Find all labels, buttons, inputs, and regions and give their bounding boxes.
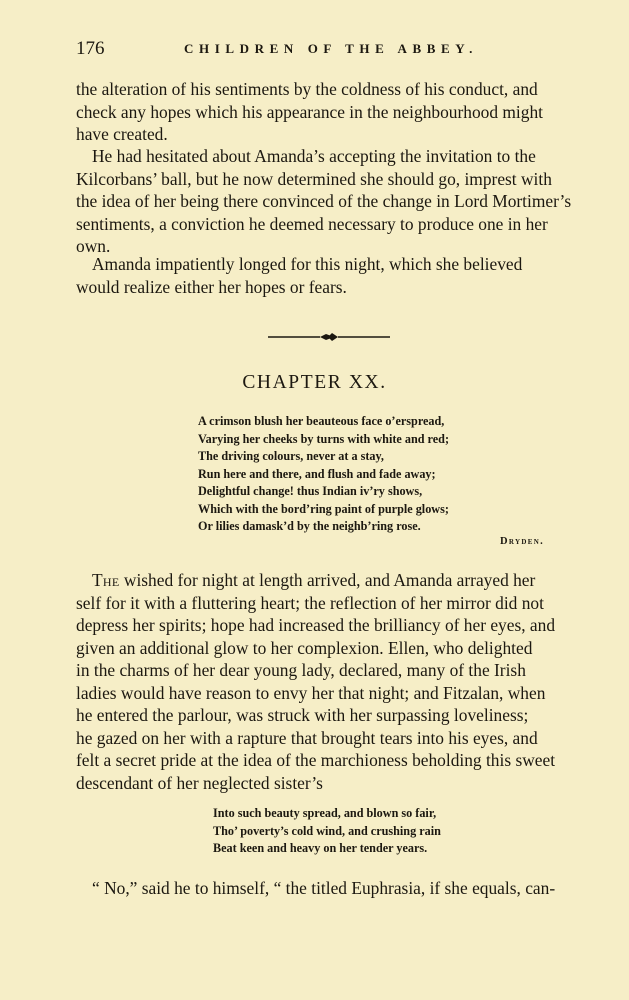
running-title: CHILDREN OF THE ABBEY.: [184, 41, 478, 56]
verse-line: Beat keen and heavy on her tender years.: [213, 841, 428, 855]
text-line-rest: wished for night at length arrived, and Amanda arrayed her: [123, 570, 536, 590]
paragraph-3: [76, 253, 584, 298]
epigraph: [198, 413, 449, 536]
verse-line: A crimson blush her beauteous face o’erspread,: [198, 414, 445, 428]
text-line: the alteration of his sentiments by the coldness of his conduct, and: [76, 79, 538, 99]
text-line: own.: [76, 236, 111, 256]
text-line: [76, 569, 584, 592]
text-line: the idea of her being there convinced of the change in Lord Mortimer’s: [76, 191, 572, 211]
ornamental-divider: [268, 332, 390, 342]
verse-line: Into such beauty spread, and blown so fair,: [213, 806, 437, 820]
chapter-opening-paragraph: [76, 569, 584, 794]
inline-verse: [213, 805, 441, 858]
page-number: 176: [76, 38, 105, 59]
verse-line: Varying her cheeks by turns with white and red;: [198, 431, 449, 446]
text-line: sentiments, a conviction he deemed necessary to produce one in her: [76, 213, 548, 234]
verse-line: Run here and there, and flush and fade away;: [198, 466, 436, 481]
closing-paragraph: [76, 877, 584, 900]
text-line: in the charms of her dear young lady, declared, many of the Irish: [76, 660, 526, 680]
text-line: given an additional glow to her complexion. Ellen, who delighted: [76, 637, 533, 658]
text-line: descendant of her neglected sister’s: [76, 772, 323, 793]
text-line: felt a secret pride at the idea of the marchioness beholding this sweet: [76, 750, 556, 770]
text-line: he entered the parlour, was struck with her surpassing loveliness;: [76, 705, 529, 725]
page-header: [76, 38, 556, 62]
text-line: self for it with a fluttering heart; the reflection of her mirror did not: [76, 592, 544, 613]
text-line: he gazed on her with a rapture that brought tears into his eyes, and: [76, 727, 538, 748]
text-line: Kilcorbans’ ball, but he now determined she should go, imprest with: [76, 168, 552, 189]
chapter-title: CHAPTER XX.: [242, 372, 387, 393]
verse-line: The driving colours, never at a stay,: [198, 449, 384, 463]
text-line: check any hopes which his appearance in the neighbourhood might: [76, 101, 543, 122]
text-line: “ No,” said he to himself, “ the titled Euphrasia, if she equals, can-: [92, 878, 556, 898]
verse-line: Tho’ poverty’s cold wind, and crushing rain: [213, 823, 441, 838]
epigraph-attribution: Dryden.: [500, 536, 544, 547]
text-line: ladies would have reason to envy her that night; and Fitzalan, when: [76, 682, 546, 703]
text-line: would realize either her hopes or fears.: [76, 276, 347, 297]
text-line: He had hesitated about Amanda’s accepting the invitation to the: [92, 146, 536, 166]
text-line: have created.: [76, 124, 168, 144]
paragraph-1: [76, 78, 584, 146]
text-line: Amanda impatiently longed for this night, which she believed: [92, 254, 523, 274]
verse-line: Which with the bord’ring paint of purple glows;: [198, 501, 449, 516]
lead-word: The: [92, 570, 120, 590]
text-line: depress her spirits; hope had increased the brilliancy of her eyes, and: [76, 615, 556, 635]
paragraph-2: [76, 145, 584, 258]
verse-line: Delightful change! thus Indian iv’ry shows,: [198, 484, 423, 498]
verse-line: Or lilies damask’d by the neighb’ring rose.: [198, 519, 421, 533]
